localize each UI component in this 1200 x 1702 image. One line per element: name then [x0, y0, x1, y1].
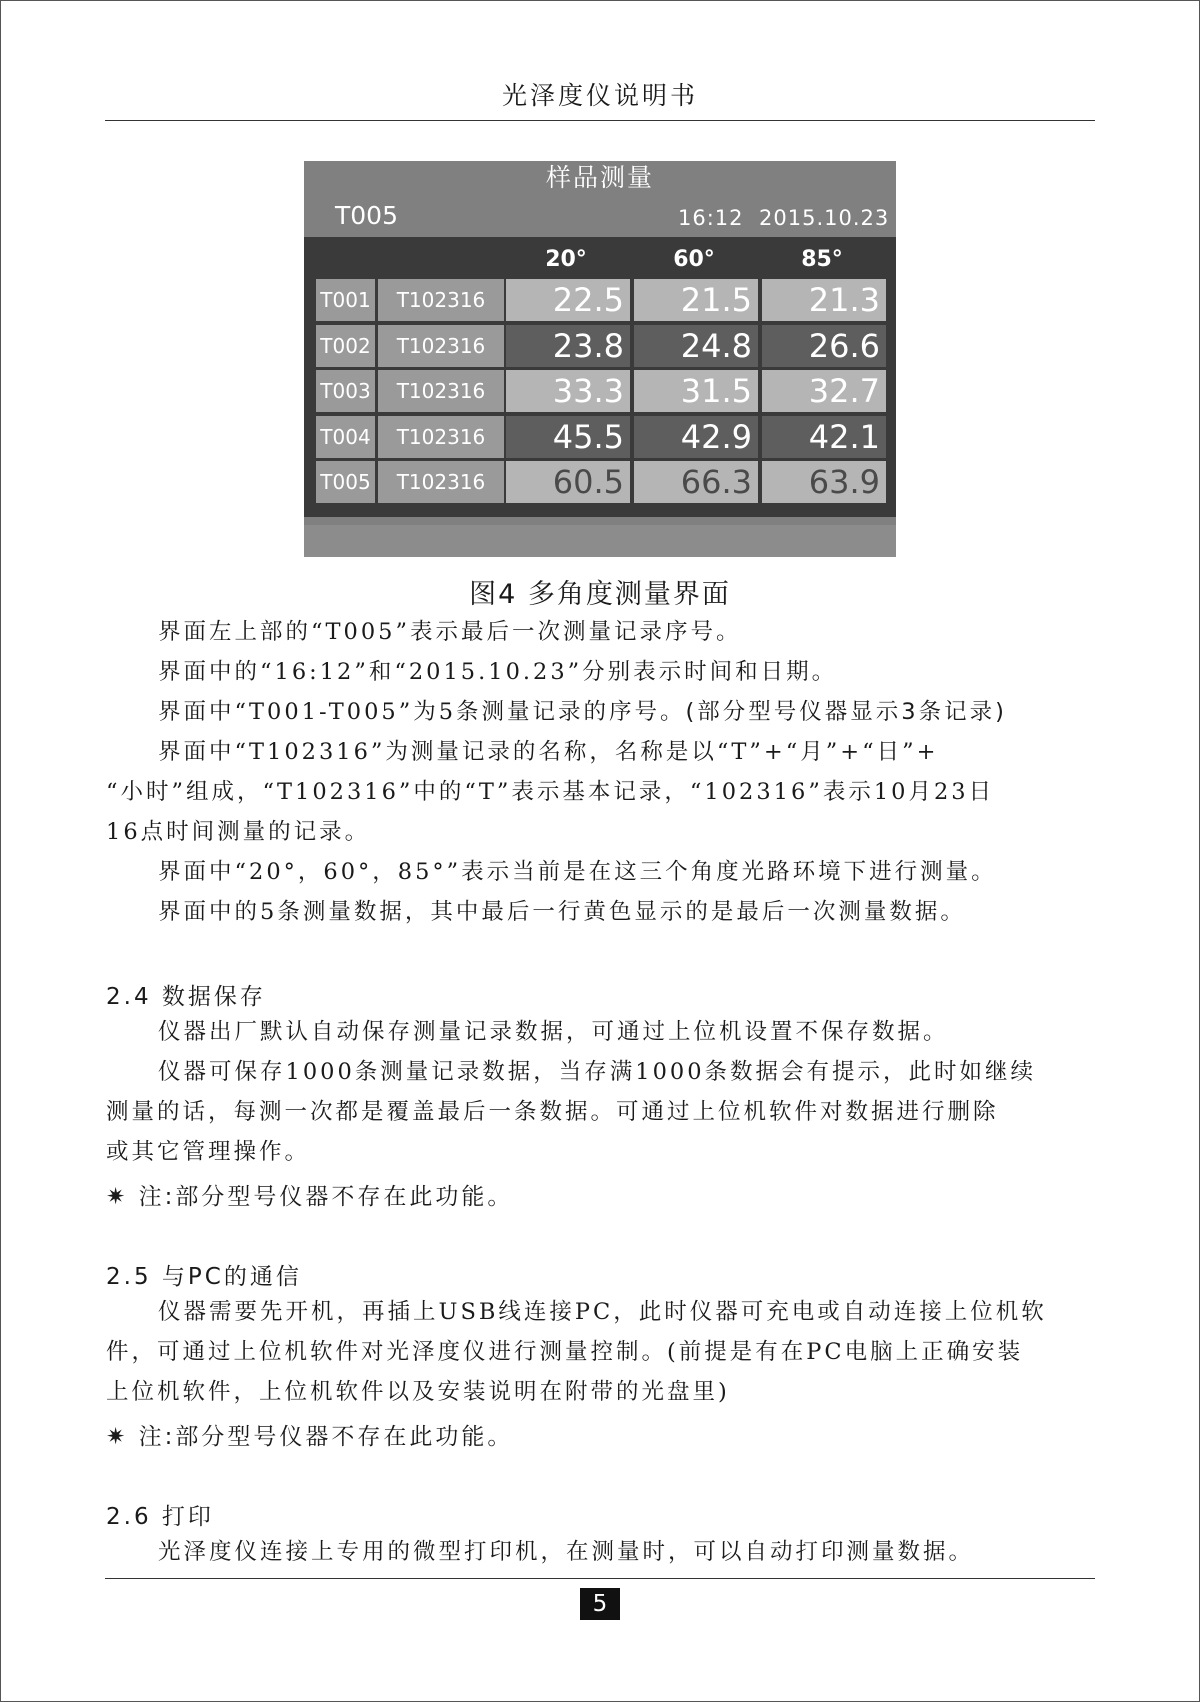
reading-85: 32.7 [762, 370, 886, 412]
angle-header-60: 60° [673, 247, 715, 272]
reading-20: 23.8 [506, 325, 630, 367]
reading-60: 66.3 [634, 461, 758, 503]
record-id: T005 [316, 461, 375, 503]
note-2-4: ✷ 注:部分型号仪器不存在此功能。 [106, 1184, 514, 1210]
reading-85: 26.6 [762, 325, 886, 367]
page-number: 5 [580, 1588, 620, 1620]
note-2-5: ✷ 注:部分型号仪器不存在此功能。 [106, 1424, 514, 1450]
angle-header-85: 85° [801, 247, 843, 272]
reading-20: 45.5 [506, 416, 630, 458]
angle-header-20: 20° [545, 247, 587, 272]
paragraph: 光泽度仪连接上专用的微型打印机，在测量时，可以自动打印测量数据。 [158, 1539, 975, 1565]
paragraph: 仪器出厂默认自动保存测量记录数据，可通过上位机设置不保存数据。 [158, 1019, 949, 1045]
paragraph-text: 界面中“T001-T005”为5条测量记录的序号。 [158, 699, 686, 725]
reading-85: 63.9 [762, 461, 886, 503]
record-name: T102316 [378, 416, 504, 458]
record-id: T001 [316, 279, 375, 321]
section-heading-2-5: 2.5 与PC的通信 [106, 1264, 302, 1290]
reading-60: 31.5 [634, 370, 758, 412]
record-id: T003 [316, 370, 375, 412]
paragraph: 上位机软件，上位机软件以及安装说明在附带的光盘里) [106, 1379, 730, 1405]
paragraph [106, 692, 1100, 732]
paragraph: 界面中“20°，60°，85°”表示当前是在这三个角度光路环境下进行测量。 [158, 859, 997, 885]
current-record-id: T005 [335, 201, 398, 230]
reading-60: 24.8 [634, 325, 758, 367]
reading-20: 33.3 [506, 370, 630, 412]
reading-20: 22.5 [506, 279, 630, 321]
screen-date: 2015.10.23 [759, 206, 890, 230]
section-heading-2-4: 2.4 数据保存 [106, 984, 266, 1010]
record-name: T102316 [378, 279, 504, 321]
figure-caption: 图4 多角度测量界面 [469, 579, 731, 610]
record-name: T102316 [378, 370, 504, 412]
paragraph: 仪器可保存1000条测量记录数据，当存满1000条数据会有提示，此时如继续 [158, 1059, 1037, 1085]
section-heading-2-6: 2.6 打印 [106, 1504, 214, 1530]
paragraph: 仪器需要先开机，再插上USB线连接PC，此时仪器可充电或自动连接上位机软 [158, 1299, 1047, 1325]
paragraph: 界面左上部的“T005”表示最后一次测量记录序号。 [158, 619, 742, 645]
paragraph: 测量的话，每测一次都是覆盖最后一条数据。可通过上位机软件对数据进行删除 [106, 1099, 999, 1125]
record-id: T004 [316, 416, 375, 458]
record-id: T002 [316, 325, 375, 367]
reading-60: 42.9 [634, 416, 758, 458]
footer-rule [105, 1578, 1095, 1579]
paragraph: 界面中的5条测量数据，其中最后一行黄色显示的是最后一次测量数据。 [158, 899, 966, 925]
paragraph: 件，可通过上位机软件对光泽度仪进行测量控制。(前提是有在PC电脑上正确安装 [106, 1339, 1024, 1365]
paragraph-note: (部分型号仪器显示3条记录) [685, 699, 1007, 725]
reading-85: 21.3 [762, 279, 886, 321]
paragraph: 16点时间测量的记录。 [106, 819, 371, 845]
reading-60: 21.5 [634, 279, 758, 321]
paragraph: 界面中“T102316”为测量记录的名称，名称是以“T”+“月”+“日”+ [158, 739, 939, 765]
reading-85: 42.1 [762, 416, 886, 458]
reading-20: 60.5 [506, 461, 630, 503]
page-header-title: 光泽度仪说明书 [501, 81, 698, 110]
record-name: T102316 [378, 325, 504, 367]
paragraph: 或其它管理操作。 [106, 1139, 311, 1165]
screen-time: 16:12 [678, 206, 744, 230]
paragraph: 界面中的“16:12”和“2015.10.23”分别表示时间和日期。 [158, 659, 838, 685]
record-name: T102316 [378, 461, 504, 503]
screen-title: 样品测量 [545, 163, 654, 192]
paragraph: “小时”组成，“T102316”中的“T”表示基本记录，“102316”表示10月23日 [106, 779, 995, 805]
header-rule [105, 120, 1095, 121]
screen-footer-bar [304, 525, 896, 557]
device-screen-figure [304, 161, 896, 557]
